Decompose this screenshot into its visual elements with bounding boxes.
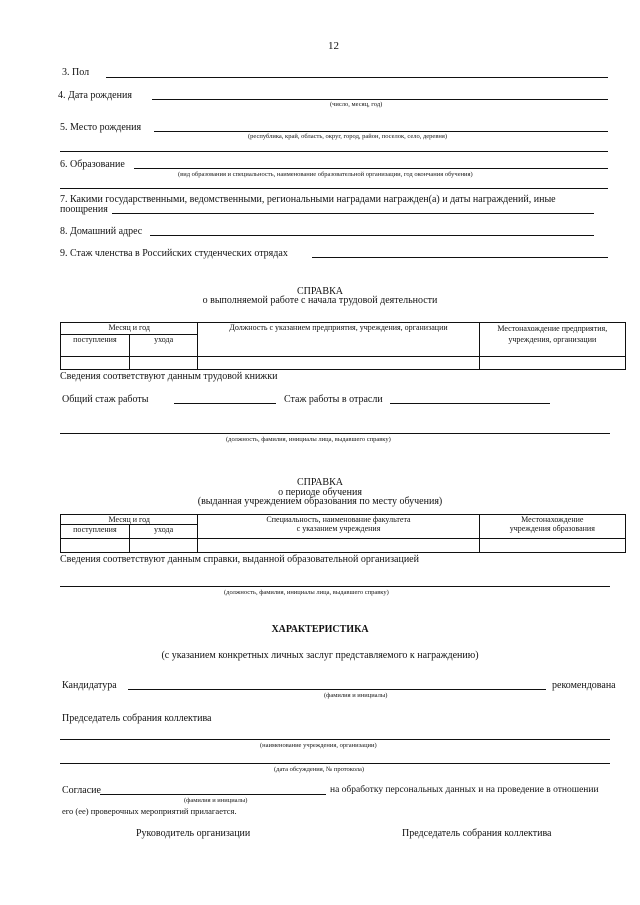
work-signer-line[interactable]	[60, 433, 610, 434]
study-col-location: Местонахождение учреждения образования	[479, 515, 625, 539]
awards-label-1: 7. Какими государственными, ведомственными, региональными наградами награжден(а) и даты награждений, иные	[60, 194, 556, 205]
education-label: 6. Образование	[60, 159, 125, 170]
birth-place-line[interactable]	[154, 131, 608, 132]
birth-place-hint: (республика, край, область, округ, город, район, поселок, село, деревня)	[248, 133, 448, 140]
head-collective-label: Председатель собрания коллектива	[402, 828, 552, 839]
home-address-label: 8. Домашний адрес	[60, 226, 143, 237]
study-note: Сведения соответствуют данным справки, выданной образовательной организацией	[60, 554, 419, 565]
work-cert-title: СПРАВКА	[297, 286, 343, 297]
character-subtitle: (с указанием конкретных личных заслуг представляемого к награждению)	[161, 650, 479, 661]
awards-label-2: поощрения	[60, 204, 108, 215]
work-col-entry: поступления	[61, 335, 130, 357]
awards-line[interactable]	[112, 213, 594, 214]
date-line[interactable]	[60, 763, 610, 764]
education-line[interactable]	[134, 168, 608, 169]
work-signer-hint: (должность, фамилия, инициалы лица, выдавшего справку)	[226, 436, 391, 443]
study-col-month-year: Месяц и год	[61, 515, 198, 525]
study-cert-subtitle-1: о периоде обучения	[278, 487, 362, 498]
consent-text: на обработку персональных данных и на проведение в отношении	[330, 785, 599, 795]
study-cell-spec[interactable]	[198, 539, 479, 553]
date-hint: (дата обсуждения, № протокола)	[274, 766, 365, 773]
work-table	[60, 322, 626, 370]
education-line-2[interactable]	[60, 188, 608, 189]
gender-label: 3. Пол	[62, 67, 90, 78]
birth-date-line[interactable]	[152, 99, 608, 100]
education-hint: (вид образования и специальность, наименование образовательной организации, год окончания обучения)	[178, 171, 473, 178]
industry-exp-label: Стаж работы в отрасли	[284, 394, 383, 405]
chairman-label: Председатель собрания коллектива	[62, 713, 212, 724]
stso-experience-line[interactable]	[312, 257, 608, 258]
home-address-line[interactable]	[150, 235, 594, 236]
consent-label: Согласие	[62, 785, 101, 796]
study-col-entry: поступления	[61, 525, 130, 539]
birth-date-hint: (число, месяц, год)	[330, 101, 383, 108]
study-col-spec: Специальность, наименование факультета с указанием учреждения	[198, 515, 479, 539]
gender-line[interactable]	[106, 77, 608, 78]
page-number: 12	[328, 40, 339, 52]
work-note: Сведения соответствуют данным трудовой книжки	[60, 371, 278, 382]
work-col-month-year: Месяц и год	[61, 323, 198, 335]
work-col-exit: ухода	[129, 335, 198, 357]
birth-date-label: 4. Дата рождения	[58, 90, 132, 101]
work-col-location: Местонахождение предприятия, учреждения, организации	[479, 323, 625, 357]
study-signer-hint: (должность, фамилия, инициалы лица, выдавшего справку)	[224, 589, 389, 596]
birth-place-line-2[interactable]	[60, 151, 608, 152]
work-cell-exit[interactable]	[129, 357, 198, 370]
stso-experience-label: 9. Стаж членства в Российских студенческих отрядах	[60, 248, 288, 259]
study-cert-title: СПРАВКА	[297, 477, 343, 488]
recommended-label: рекомендована	[552, 680, 616, 691]
birth-place-label: 5. Место рождения	[60, 122, 142, 133]
org-hint: (наименование учреждения, организации)	[260, 742, 377, 749]
work-cell-location[interactable]	[479, 357, 625, 370]
work-cell-position[interactable]	[198, 357, 479, 370]
org-line[interactable]	[60, 739, 610, 740]
total-exp-line[interactable]	[174, 403, 276, 404]
work-cell-entry[interactable]	[61, 357, 130, 370]
industry-exp-line[interactable]	[390, 403, 550, 404]
study-cert-subtitle-2: (выданная учреждением образования по месту обучения)	[197, 496, 443, 507]
total-exp-label: Общий стаж работы	[62, 394, 149, 405]
work-cert-subtitle: о выполняемой работе с начала трудовой деятельности	[202, 295, 438, 306]
consent-line-2: его (ее) проверочных мероприятий прилагается.	[62, 806, 237, 816]
candidacy-label: Кандидатура	[62, 680, 117, 691]
study-cell-exit[interactable]	[129, 539, 198, 553]
study-col-exit: ухода	[129, 525, 198, 539]
head-org-label: Руководитель организации	[136, 828, 251, 839]
study-table	[60, 514, 626, 553]
consent-name-line[interactable]	[100, 794, 326, 795]
study-signer-line[interactable]	[60, 586, 610, 587]
study-cell-entry[interactable]	[61, 539, 130, 553]
study-cell-location[interactable]	[479, 539, 625, 553]
candidacy-line[interactable]	[128, 689, 546, 690]
consent-name-hint: (фамилия и инициалы)	[184, 797, 248, 804]
character-title: ХАРАКТЕРИСТИКА	[271, 624, 369, 635]
candidacy-name-hint: (фамилия и инициалы)	[324, 692, 388, 699]
work-col-position: Должность с указанием предприятия, учреждения, организации	[198, 323, 479, 357]
